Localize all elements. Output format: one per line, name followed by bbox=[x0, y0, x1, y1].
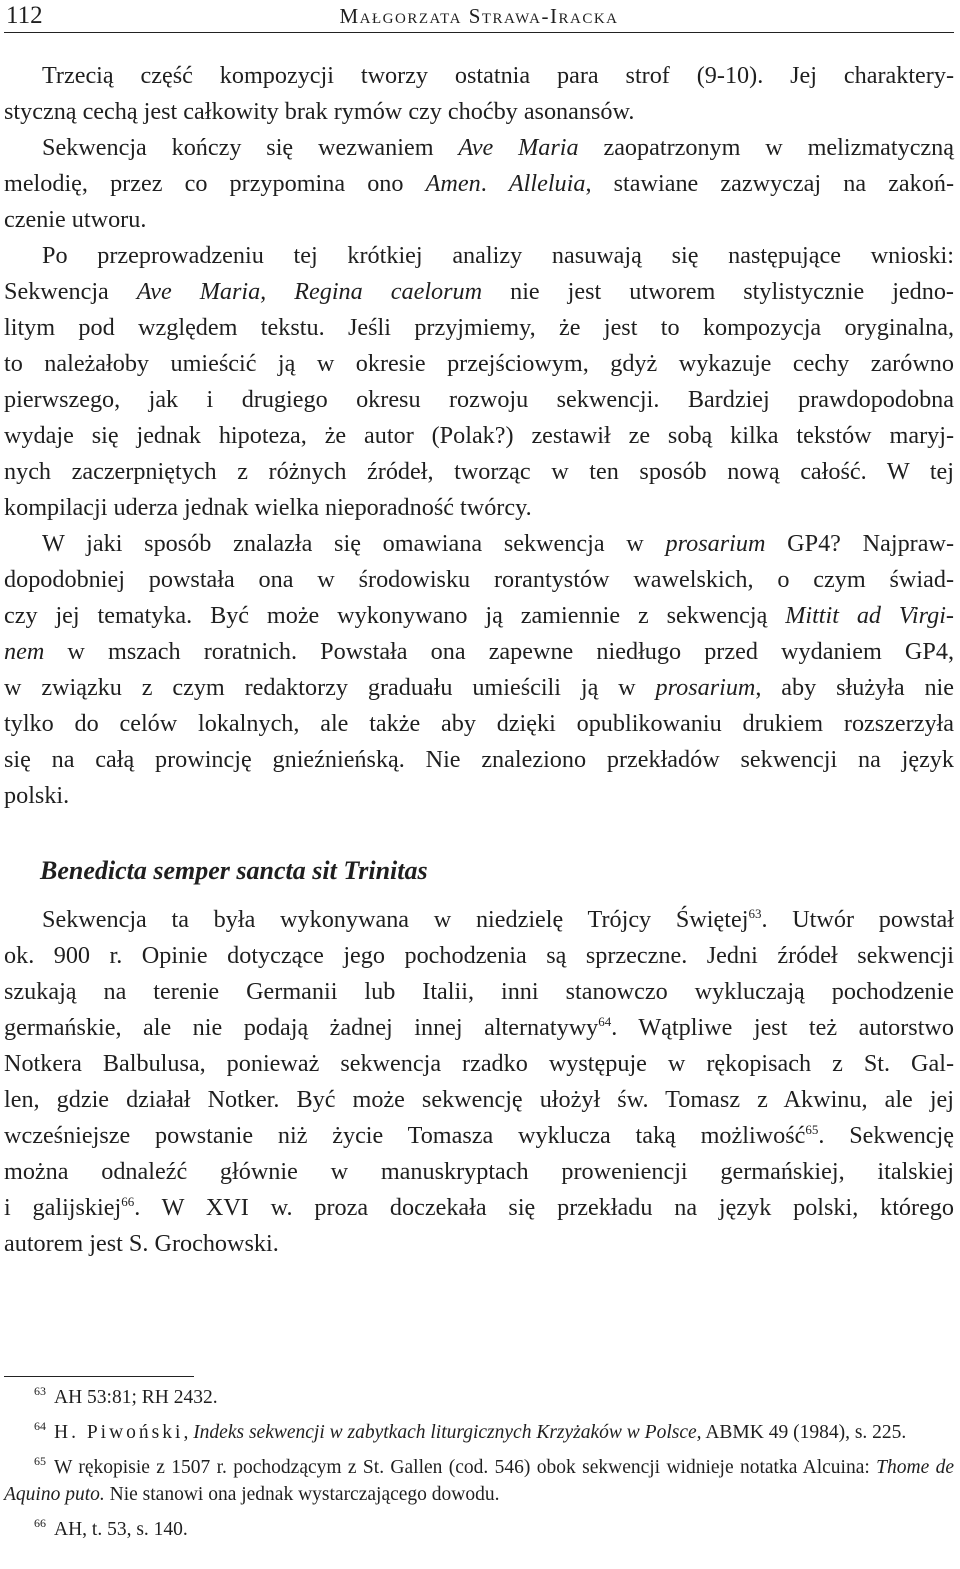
footnote-ref: 66 bbox=[121, 1194, 135, 1209]
text-line: Sekwencja kończy się wezwaniem Ave Maria zaopatrzonym w melizmatyczną bbox=[42, 134, 954, 161]
text-line: autorem jest S. Grochowski. bbox=[4, 1230, 279, 1257]
text-line: wydaje się jednak hipoteza, że autor (Polak?) zestawił ze sobą kilka tekstów maryj- bbox=[4, 422, 954, 449]
text-line: czenie utworu. bbox=[4, 206, 147, 233]
paragraph-2 bbox=[4, 238, 954, 526]
text-line: nych zaczerpniętych z różnych źródeł, tworząc w ten sposób nową całość. W tej bbox=[4, 458, 954, 485]
text-line: szukają na terenie Germanii lub Italii, inni stanowczo wykluczają pochodzenie bbox=[4, 978, 954, 1005]
text-line: germańskie, ale nie podają żadnej innej alternatywy$^{64}$. Wątpliwe jest też autorstwo bbox=[4, 1014, 954, 1041]
body-text bbox=[4, 58, 954, 814]
text-line: W jaki sposób znalazła się omawiana sekwencja w prosarium GP4? Najpraw- bbox=[42, 530, 954, 557]
text-line: Notkera Balbulusa, ponieważ sekwencja rzadko występuje w rękopisach z St. Gal- bbox=[4, 1050, 954, 1077]
text-line: wcześniejsze powstanie niż życie Tomasza wyklucza taką możliwość$^{65}$. Sekwencję bbox=[4, 1122, 955, 1149]
footnote-63: $^{63}$ AH 53:81; RH 2432. bbox=[34, 1384, 218, 1408]
text-line: polski. bbox=[4, 782, 70, 809]
footnote-ref: 64 bbox=[598, 1014, 612, 1029]
text-line: styczną cechą jest całkowity brak rymów czy choćby asonansów. bbox=[4, 98, 635, 125]
text-line: litym pod względem tekstu. Jeśli przyjmiemy, że jest to kompozycja oryginalna, bbox=[4, 314, 954, 341]
text-line: nem w mszach roratnich. Powstała ona zapewne niedługo przed wydaniem GP4, bbox=[4, 638, 954, 665]
text-line: len, gdzie działał Notker. Być może sekwencję ułożył św. Tomasz z Akwinu, ale jej bbox=[4, 1086, 954, 1113]
section-body bbox=[4, 902, 954, 1262]
footnote-66: $^{66}$ AH, t. 53, s. 140. bbox=[34, 1516, 188, 1540]
text-line: pierwszego, jak i drugiego okresu rozwoju sekwencji. Bardziej prawdopodobna bbox=[4, 386, 954, 413]
footnote-64: $^{64}$ H. Piwoński, Indeks sekwencji w zabytkach liturgicznych Krzyżaków w Polsce, ABMK 49 (1984), s. 225. bbox=[34, 1419, 907, 1443]
text-line: Sekwencja ta była wykonywana w niedzielę Trójcy Świętej$^{63}$. Utwór powstał bbox=[42, 906, 954, 933]
text-line: dopodobniej powstała ona w środowisku rorantystów wawelskich, o czym świad- bbox=[4, 566, 954, 593]
text-line: to należałoby umieścić ją w okresie przejściowym, gdyż wykazuje cechy zarówno bbox=[4, 350, 954, 377]
text-line: ok. 900 r. Opinie dotyczące jego pochodzenia są sprzeczne. Jedni źródeł sekwencji bbox=[4, 942, 954, 969]
text-line: Po przeprowadzeniu tej krótkiej analizy nasuwają się następujące wnioski: bbox=[42, 242, 954, 269]
page-header bbox=[4, 0, 954, 33]
footnotes bbox=[4, 1384, 954, 1551]
text-line: można odnaleźć głównie w manuskryptach proweniencji germańskiej, italskiej bbox=[4, 1158, 954, 1185]
section-heading: Benedicta semper sancta sit Trinitas bbox=[40, 856, 428, 885]
running-head: Małgorzata Strawa-Iracka bbox=[339, 4, 619, 28]
text-line: Sekwencja Ave Maria, Regina caelorum nie jest utworem stylistycznie jedno- bbox=[4, 278, 954, 305]
page-number: 112 bbox=[6, 2, 43, 29]
footnote-ref: 65 bbox=[805, 1122, 819, 1137]
text-line: Trzecią część kompozycji tworzy ostatnia para strof (9-10). Jej charaktery- bbox=[42, 62, 954, 89]
text-line: tylko do celów lokalnych, ale także aby dzięki opublikowaniu drukiem rozszerzyła bbox=[4, 710, 954, 737]
footnote-ref: 63 bbox=[748, 906, 762, 921]
text-line: melodię, przez co przypomina ono Amen. Alleluia, stawiane zazwyczaj na zakoń- bbox=[4, 170, 954, 197]
paragraph-3 bbox=[4, 526, 954, 814]
text-line: się na całą prowincję gnieźnieńską. Nie znaleziono przekładów sekwencji na język bbox=[4, 746, 954, 773]
text-line: czy jej tematyka. Być może wykonywano ją zamiennie z sekwencją Mittit ad Virgi- bbox=[4, 602, 954, 629]
footnote-65: $^{65}$ W rękopisie z 1507 r. pochodzącym z St. Gallen (cod. 546) obok sekwencji widnieje notatka Alcuina: Thome de Aquino puto. Nie stanowi ona jednak wystarczającego dowodu. bbox=[4, 1454, 954, 1505]
text-line: kompilacji uderza jednak wielka nieporadność twórcy. bbox=[4, 494, 532, 521]
footnote-separator bbox=[4, 1376, 194, 1377]
text-line: w związku z czym redaktorzy graduału umieścili ją w prosarium, aby służyła nie bbox=[4, 674, 955, 701]
text-line: i galijskiej$^{66}$. W XVI w. proza doczekała się przekładu na język polski, którego bbox=[4, 1194, 954, 1221]
paragraph-1 bbox=[4, 58, 954, 238]
